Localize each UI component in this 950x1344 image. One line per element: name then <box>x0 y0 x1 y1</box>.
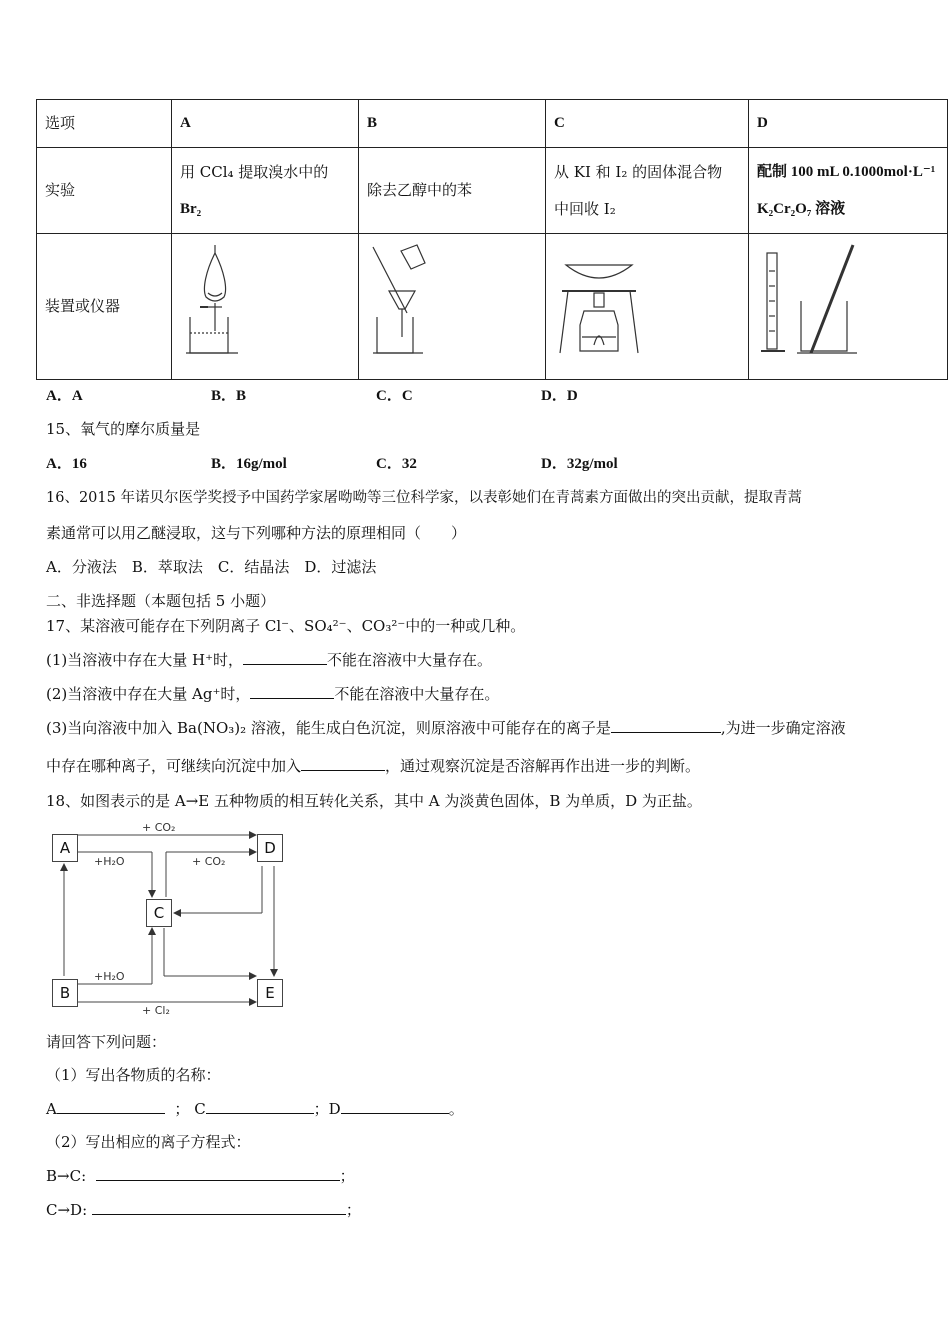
q17-part3: (3)当向溶液中加入 Ba(NO₃)₂ 溶液，能生成白色沉淀，则原溶液中可能存在的离子是 ,为进一步确定溶液 <box>46 719 846 737</box>
node-a: A <box>52 834 78 862</box>
q17-part1: (1)当溶液中存在大量 H⁺时， 不能在溶液中大量存在。 <box>46 651 493 669</box>
experiment-b: 除去乙醇中的苯 <box>359 148 546 234</box>
section-title: 二、非选择题（本题包括 5 小题） <box>46 592 276 610</box>
apparatus-b <box>359 234 546 380</box>
label-b-c: +H₂O <box>94 970 125 983</box>
q17-part2: (2)当溶液中存在大量 Ag⁺时， 不能在溶液中大量存在。 <box>46 685 500 703</box>
header-option: 选项 <box>37 100 172 148</box>
answer-blank[interactable] <box>250 684 334 699</box>
answer-blank[interactable] <box>301 756 385 771</box>
experiment-d: 配制 100 mL 0.1000mol·L⁻¹ K₂Cr₂O₇ 溶液 <box>749 148 948 234</box>
apparatus-c <box>546 234 749 380</box>
header-d: D <box>749 100 948 148</box>
q14-option-d: D．D <box>541 388 578 404</box>
apparatus-a <box>172 234 359 380</box>
q18-sub1: （1）写出各物质的名称： <box>46 1066 221 1084</box>
q14-option-c: C．C <box>376 388 413 404</box>
q18-eq2: C→D: ； <box>46 1201 361 1219</box>
q18-eq1: B→C: ； <box>46 1167 355 1185</box>
answer-blank[interactable] <box>243 650 327 665</box>
q15-option-b: B．16g/mol <box>211 456 287 472</box>
q16-line2: 素通常可以用乙醚浸取，这与下列哪种方法的原理相同（ ） <box>46 524 467 542</box>
q17-part3-cont: 中存在哪种离子，可继续向沉淀中加入 ，通过观察沉淀是否溶解再作出进一步的判断。 <box>46 757 701 775</box>
answer-blank[interactable] <box>611 718 721 733</box>
label-a-d: + CO₂ <box>142 821 176 834</box>
header-b: B <box>359 100 546 148</box>
experiment-c: 从 KI 和 I₂ 的固体混合物 中回收 I₂ <box>546 148 749 234</box>
q15-option-d: D．32g/mol <box>541 456 618 472</box>
cylinder-beaker-rod-icon <box>757 241 867 359</box>
q18-stem: 18、如图表示的是 A→E 五种物质的相互转化关系，其中 A 为淡黄色固体，B 为单质，D 为正盐。 <box>46 792 702 810</box>
node-e: E <box>257 979 283 1007</box>
apparatus-d <box>749 234 948 380</box>
label-c-d: + CO₂ <box>192 855 226 868</box>
q17-stem: 17、某溶液可能存在下列阴离子 Cl⁻、SO₄²⁻、CO₃²⁻中的一种或几种。 <box>46 617 526 635</box>
answer-blank[interactable] <box>341 1099 449 1114</box>
q15-stem: 15、氧气的摩尔质量是 <box>46 420 201 438</box>
separatory-funnel-icon <box>180 241 250 359</box>
q15-option-a: A．16 <box>46 456 87 472</box>
label-a-c: +H₂O <box>94 855 125 868</box>
row-experiment-label: 实验 <box>37 148 172 234</box>
answer-blank[interactable] <box>96 1166 340 1181</box>
row-apparatus-label: 装置或仪器 <box>37 234 172 380</box>
sublimation-apparatus-icon <box>554 241 644 359</box>
header-c: C <box>546 100 749 148</box>
node-b: B <box>52 979 78 1007</box>
q14-option-b: B．B <box>211 388 247 404</box>
q15-option-c: C．32 <box>376 456 417 472</box>
answer-blank[interactable] <box>92 1200 346 1215</box>
q14-option-a: A．A <box>46 388 83 404</box>
q16-options: A．分液法 B．萃取法 C．结晶法 D．过滤法 <box>46 558 377 576</box>
filtration-funnel-icon <box>367 241 437 359</box>
q18-ask: 请回答下列问题： <box>46 1033 167 1051</box>
q18-names: A ； C ；D 。 <box>46 1100 464 1118</box>
answer-blank[interactable] <box>206 1099 314 1114</box>
q18-sub2: （2）写出相应的离子方程式： <box>46 1133 251 1151</box>
experiment-a: 用 CCl₄ 提取溴水中的 Br₂ <box>172 148 359 234</box>
header-a: A <box>172 100 359 148</box>
label-b-e: + Cl₂ <box>142 1004 170 1017</box>
node-c: C <box>146 899 172 927</box>
q16-line1: 16、2015 年诺贝尔医学奖授予中国药学家屠呦呦等三位科学家，以表彰她们在青蒿素方面做出的突出贡献，提取青蒿 <box>46 490 802 506</box>
answer-blank[interactable] <box>57 1099 165 1114</box>
node-d: D <box>257 834 283 862</box>
experiment-table <box>36 99 948 380</box>
